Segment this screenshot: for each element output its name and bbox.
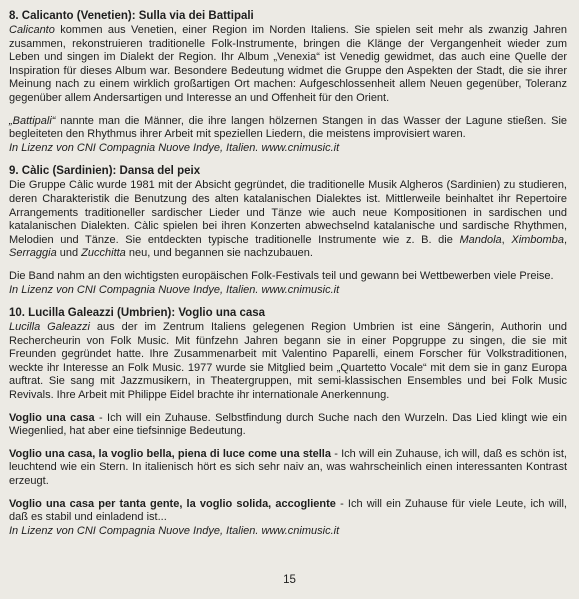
separator: und [56,247,82,260]
track-10-description-text: aus der im Zentrum Italiens gelegenen Region Umbrien ist eine Sängerin, Authorin und Rechercheurin von Folk Music. Mit fünfzehn Jahren begann sie in einer Popgruppe zu singen, die sie mit Freunden gegründet hatte. Ihre Zusammenarbeit mit Valentino Paparelli, einem Forscher für Volkstraditionen, weckte ihr Interesse an Folk Music. 1977 wurde sie Mitglied beim „Quartetto Vocale“ mit dem sie in ganz Europa auftrat. Sie sang mit Jazzmusikern, in Theatergruppen, mit semi-klassischen Ensembles und bei Folk Music Revivals. Ihre Arbeit mit Philippe Eidel brachte ihr internationale Anerkennung. [9,321,567,402]
track-8-section [9,9,567,155]
track-10-heading: 10. Lucilla Galeazzi (Umbrien): Voglio una casa [9,307,266,320]
track-9-festivals: Die Band nahm an den wichtigsten europäischen Folk-Festivals teil und gewann bei Wettbewerben viele Preise. [9,269,554,282]
track-9-license: In Lizenz von CNI Compagnia Nuove Indye, Italien. www.cnimusic.it [9,283,340,296]
lyric-note-3 [9,498,567,525]
band-name: Calicanto [9,24,55,36]
separator: , [563,233,567,246]
term-battipali: „Battipali“ [9,114,56,127]
track-8-description-text: kommen aus Venetien, einer Region im Norden Italiens. Sie spielen seit mehr als zwanzig Jahren zusammen, rekonstruieren traditionelle Folk-Instrumente, bringen die Klänge der Vergangenheit wieder zum Leben und singen im Dialekt der Region. Ihr Album „Venexia“ ist Venedig gewidmet, das auch eine Quelle der Inspiration für dieses Album war. Besondere Bedeutung widmet die Gruppe den Aspekten der Stadt, die sie ihrer Meinung nach zu einem wirklich großartigen Ort machen: Aufgeschlossenheit allem Neuen gegenüber, Toleranz gegenüber allem Andersartigen und Interesse an und Offenheit für den Orient. [9,24,567,104]
track-8-note-text: nannte man die Männer, die ihre langen hölzernen Stangen in das Wasser der Lagune stießen. Sie begleiteten den Rhythmus ihrer Arbeit mit speziellen Liedern, die meistens improvisiert waren. [9,114,567,141]
track-8-heading: 8. Calicanto (Venetien): Sulla via dei Battipali [9,10,254,22]
lyric-quote-1: Voglio una casa [9,411,95,424]
separator: , [501,233,512,246]
instrument-ximbomba: Ximbomba [511,233,564,246]
lyric-translation-1: - Ich will ein Zuhause. Selbstfindung durch Suche nach den Wurzeln. Das Lied klingt wie ein Wiegenlied, hat aber eine tiefsinnige Bedeutung. [9,411,567,438]
page-number: 15 [283,574,296,586]
instrument-zucchitta: Zucchitta [81,247,126,260]
lyric-translation-3: - Ich will ein Zuhause für viele Leute, ich will, daß es stabil und einladend ist... [9,497,567,524]
lyric-note-2 [9,448,567,489]
artist-name: Lucilla Galeazzi [9,321,90,334]
lyric-quote-2: Voglio una casa, la voglio bella, piena di luce come una stella [9,447,331,460]
instrument-mandola: Mandola [459,233,502,246]
track-8-description [9,24,567,106]
track-8-license: In Lizenz von CNI Compagnia Nuove Indye, Italien. www.cnimusic.it [9,141,340,154]
track-10-description [9,321,567,403]
track-8-note [9,115,567,142]
track-9-description-text: Die Gruppe Càlic wurde 1981 mit der Absicht gegründet, die traditionelle Musik Algheros (Sardinien) zu studieren, deren Charakteristik die Benutzung des alten katalanischen Dialektes ist. Mittlerweile beinhaltet ihr Repertoire Arrangements traditioneller sardischer Lieder und Tänze wie auch neue Kompositionen in sardischen und katalanischen Dialekten. Càlic spielen bei ihren Konzerten abwechselnd katalanische und sardische Rhythmen, Melodien und Tänze. Sie entdeckten typische traditionelle Instrumente wie z. B. die [9,179,567,246]
lyric-quote-3: Voglio una casa per tanta gente, la voglio solida, accogliente [9,497,336,510]
track-10-section [9,306,567,538]
track-9-description [9,179,567,261]
instrument-serraggia: Serraggia [9,247,57,260]
lyric-translation-2: - Ich will ein Zuhause, ich will, daß es schön ist, leuchtend wie ein Stern. In italienisch hört es sich sehr naiv an, was wahrscheinlich einen interessanten Kontrast erzeugt. [9,447,567,488]
track-9-heading: 9. Càlic (Sardinien): Dansa del peix [9,165,201,178]
track-9-description-end: neu, und begannen sie nachzubauen. [125,247,313,260]
lyric-note-1 [9,412,567,439]
track-10-license: In Lizenz von CNI Compagnia Nuove Indye, Italien. www.cnimusic.it [9,524,340,537]
track-9-section [9,164,567,297]
